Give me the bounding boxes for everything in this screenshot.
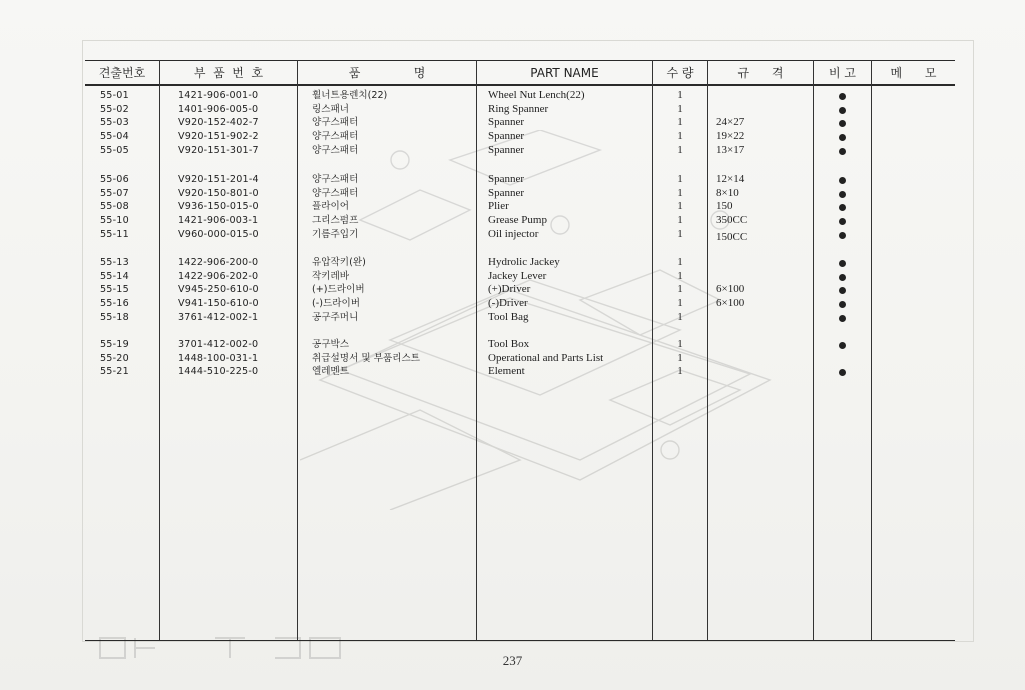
- cell-part-name: Tool Box: [488, 338, 530, 350]
- cell-code: 55-03: [100, 117, 129, 129]
- cell-part-name: Spanner: [488, 173, 525, 185]
- cell-name-ko: 기름주입기: [312, 228, 359, 240]
- cell-qty: 1: [677, 365, 683, 378]
- cell-code: 55-01: [100, 90, 129, 101]
- cell-code: 55-14: [100, 270, 129, 282]
- cell-part-name: Oil injector: [488, 227, 539, 240]
- cell-part-name: Spanner: [488, 186, 525, 199]
- cell-name-ko: (+)드라이버: [312, 284, 365, 296]
- cell-spec: 12×14: [716, 173, 745, 185]
- cell-code: 55-16: [100, 298, 129, 310]
- remark-dot: [839, 274, 846, 281]
- cell-spec: 150CC: [716, 230, 748, 243]
- cell-code: 55-15: [100, 284, 129, 296]
- cell-code: 55-05: [100, 144, 129, 156]
- cell-code: 55-18: [100, 311, 129, 323]
- remark-dot: [839, 177, 846, 184]
- cell-qty: 1: [677, 297, 683, 310]
- cell-qty: 1: [677, 143, 683, 156]
- cell-qty: 1: [677, 283, 683, 296]
- cell-part-name: Element: [488, 365, 525, 378]
- cell-part-no: V945-250-610-0: [178, 284, 259, 296]
- cell-spec: 6×100: [716, 297, 745, 310]
- cell-qty: 1: [677, 200, 683, 213]
- col-divider-5: [707, 60, 708, 640]
- cell-qty: 1: [677, 130, 683, 143]
- cell-qty: 1: [677, 269, 683, 282]
- cell-code: 55-04: [100, 131, 129, 143]
- remark-dot: [839, 93, 846, 100]
- cell-part-no: 1422-906-202-0: [178, 270, 259, 282]
- cell-part-name: Spanner: [488, 116, 525, 129]
- cell-qty: 1: [677, 116, 683, 129]
- header-memo: 메 모: [890, 66, 937, 80]
- header-code: 견출번호: [98, 66, 146, 80]
- cell-part-no: V920-150-801-0: [178, 187, 259, 199]
- cell-code: 55-10: [100, 215, 129, 227]
- cell-code: 55-19: [100, 339, 129, 350]
- header-part-no: 부 품 번 호: [193, 66, 264, 80]
- cell-part-name: Grease Pump: [488, 214, 547, 227]
- cell-name-ko: 휠너트용렌치(22): [312, 90, 388, 101]
- cell-name-ko: 유압작키(완): [312, 257, 366, 268]
- cell-qty: 1: [677, 227, 683, 240]
- header-remark: 비 고: [829, 66, 856, 80]
- header-top-rule: [85, 60, 955, 61]
- cell-part-no: 1421-906-003-1: [178, 215, 259, 227]
- header-bottom-rule: [85, 84, 955, 86]
- cell-spec: 6×100: [716, 283, 745, 296]
- cell-code: 55-11: [100, 228, 129, 240]
- cell-part-no: V960-000-015-0: [178, 228, 259, 240]
- col-divider-6: [813, 60, 814, 640]
- cell-name-ko: 양구스패터: [312, 174, 359, 185]
- cell-spec: 13×17: [716, 143, 745, 156]
- cell-part-no: V920-152-402-7: [178, 117, 259, 129]
- cell-name-ko: 그리스펌프: [312, 215, 359, 227]
- cell-part-no: 1448-100-031-1: [178, 352, 259, 364]
- cell-part-no: 1444-510-225-0: [178, 366, 259, 378]
- cell-qty: 1: [677, 310, 683, 323]
- cell-code: 55-20: [100, 352, 129, 364]
- remark-dot: [839, 107, 846, 114]
- cell-part-name: Spanner: [488, 130, 525, 143]
- cell-name-ko: 양구스패터: [312, 131, 359, 143]
- cell-qty: 1: [677, 186, 683, 199]
- header-qty: 수 량: [666, 66, 694, 80]
- remark-dot: [839, 191, 846, 198]
- cell-name-ko: (-)드라이버: [312, 298, 361, 310]
- remark-dot: [839, 260, 846, 267]
- col-divider-3: [476, 60, 477, 640]
- cell-part-name: Wheel Nut Lench(22): [488, 89, 585, 101]
- page-number: 237: [502, 653, 523, 668]
- header-part-name: PART NAME: [530, 66, 599, 80]
- cell-spec: 350CC: [716, 214, 748, 227]
- cell-part-no: 1421-906-001-0: [178, 90, 259, 101]
- table-bottom-rule: [85, 640, 955, 641]
- cell-spec: 8×10: [716, 186, 739, 199]
- cell-name-ko: 작키레바: [312, 270, 350, 282]
- col-divider-7: [871, 60, 872, 640]
- cell-spec: 150: [716, 200, 733, 213]
- cell-code: 55-07: [100, 187, 129, 199]
- cell-qty: 1: [677, 256, 683, 268]
- remark-dot: [839, 232, 846, 239]
- cell-code: 55-08: [100, 201, 129, 213]
- remark-dot: [839, 148, 846, 155]
- cell-part-name: Spanner: [488, 143, 525, 156]
- cell-name-ko: 양구스패터: [312, 117, 359, 129]
- cell-qty: 1: [677, 89, 683, 101]
- cell-code: 55-02: [100, 103, 129, 115]
- cell-name-ko: 취급설명서 및 부품리스트: [312, 352, 421, 364]
- cell-spec: 19×22: [716, 130, 745, 143]
- cell-part-no: 3701-412-002-0: [178, 339, 259, 350]
- cell-name-ko: 양구스패터: [312, 187, 359, 199]
- remark-dot: [839, 342, 846, 349]
- cell-qty: 1: [677, 173, 683, 185]
- cell-part-name: Tool Bag: [488, 310, 529, 323]
- cell-part-name: Operational and Parts List: [488, 351, 604, 364]
- cell-name-ko: 플라이어: [312, 201, 350, 213]
- cell-name-ko: 엘레멘트: [312, 366, 350, 378]
- cell-qty: 1: [677, 338, 683, 350]
- cell-part-no: V920-151-902-2: [178, 131, 259, 143]
- cell-qty: 1: [677, 351, 683, 364]
- cell-part-name: Jackey Lever: [488, 269, 547, 282]
- col-divider-1: [159, 60, 160, 640]
- header-spec: 규 격: [737, 66, 784, 80]
- cell-part-no: 1401-906-005-0: [178, 103, 259, 115]
- cell-name-ko: 공구주머니: [312, 311, 359, 323]
- cell-spec: 24×27: [716, 116, 745, 129]
- cell-qty: 1: [677, 214, 683, 227]
- cell-name-ko: 양구스패터: [312, 144, 359, 156]
- cell-part-name: Plier: [488, 200, 509, 213]
- cell-name-ko: 링스패너: [312, 103, 350, 115]
- cell-part-no: 1422-906-200-0: [178, 257, 259, 268]
- cell-part-no: V941-150-610-0: [178, 298, 259, 310]
- cell-part-name: Ring Spanner: [488, 102, 549, 115]
- cell-part-name: (+)Driver: [488, 283, 531, 296]
- cell-part-no: V920-151-301-7: [178, 144, 259, 156]
- cell-name-ko: 공구박스: [312, 339, 350, 350]
- header-name-ko: 품 명: [348, 66, 426, 80]
- cell-part-name: (-)Driver: [488, 297, 528, 310]
- cell-part-no: V920-151-201-4: [178, 174, 259, 185]
- cell-code: 55-21: [100, 366, 129, 378]
- cell-part-name: Hydrolic Jackey: [488, 256, 560, 268]
- col-divider-2: [297, 60, 298, 640]
- cell-code: 55-06: [100, 174, 129, 185]
- cell-code: 55-13: [100, 257, 129, 268]
- remark-dot: [839, 315, 846, 322]
- cell-part-no: V936-150-015-0: [178, 201, 259, 213]
- cell-qty: 1: [677, 102, 683, 115]
- cell-part-no: 3761-412-002-1: [178, 311, 259, 323]
